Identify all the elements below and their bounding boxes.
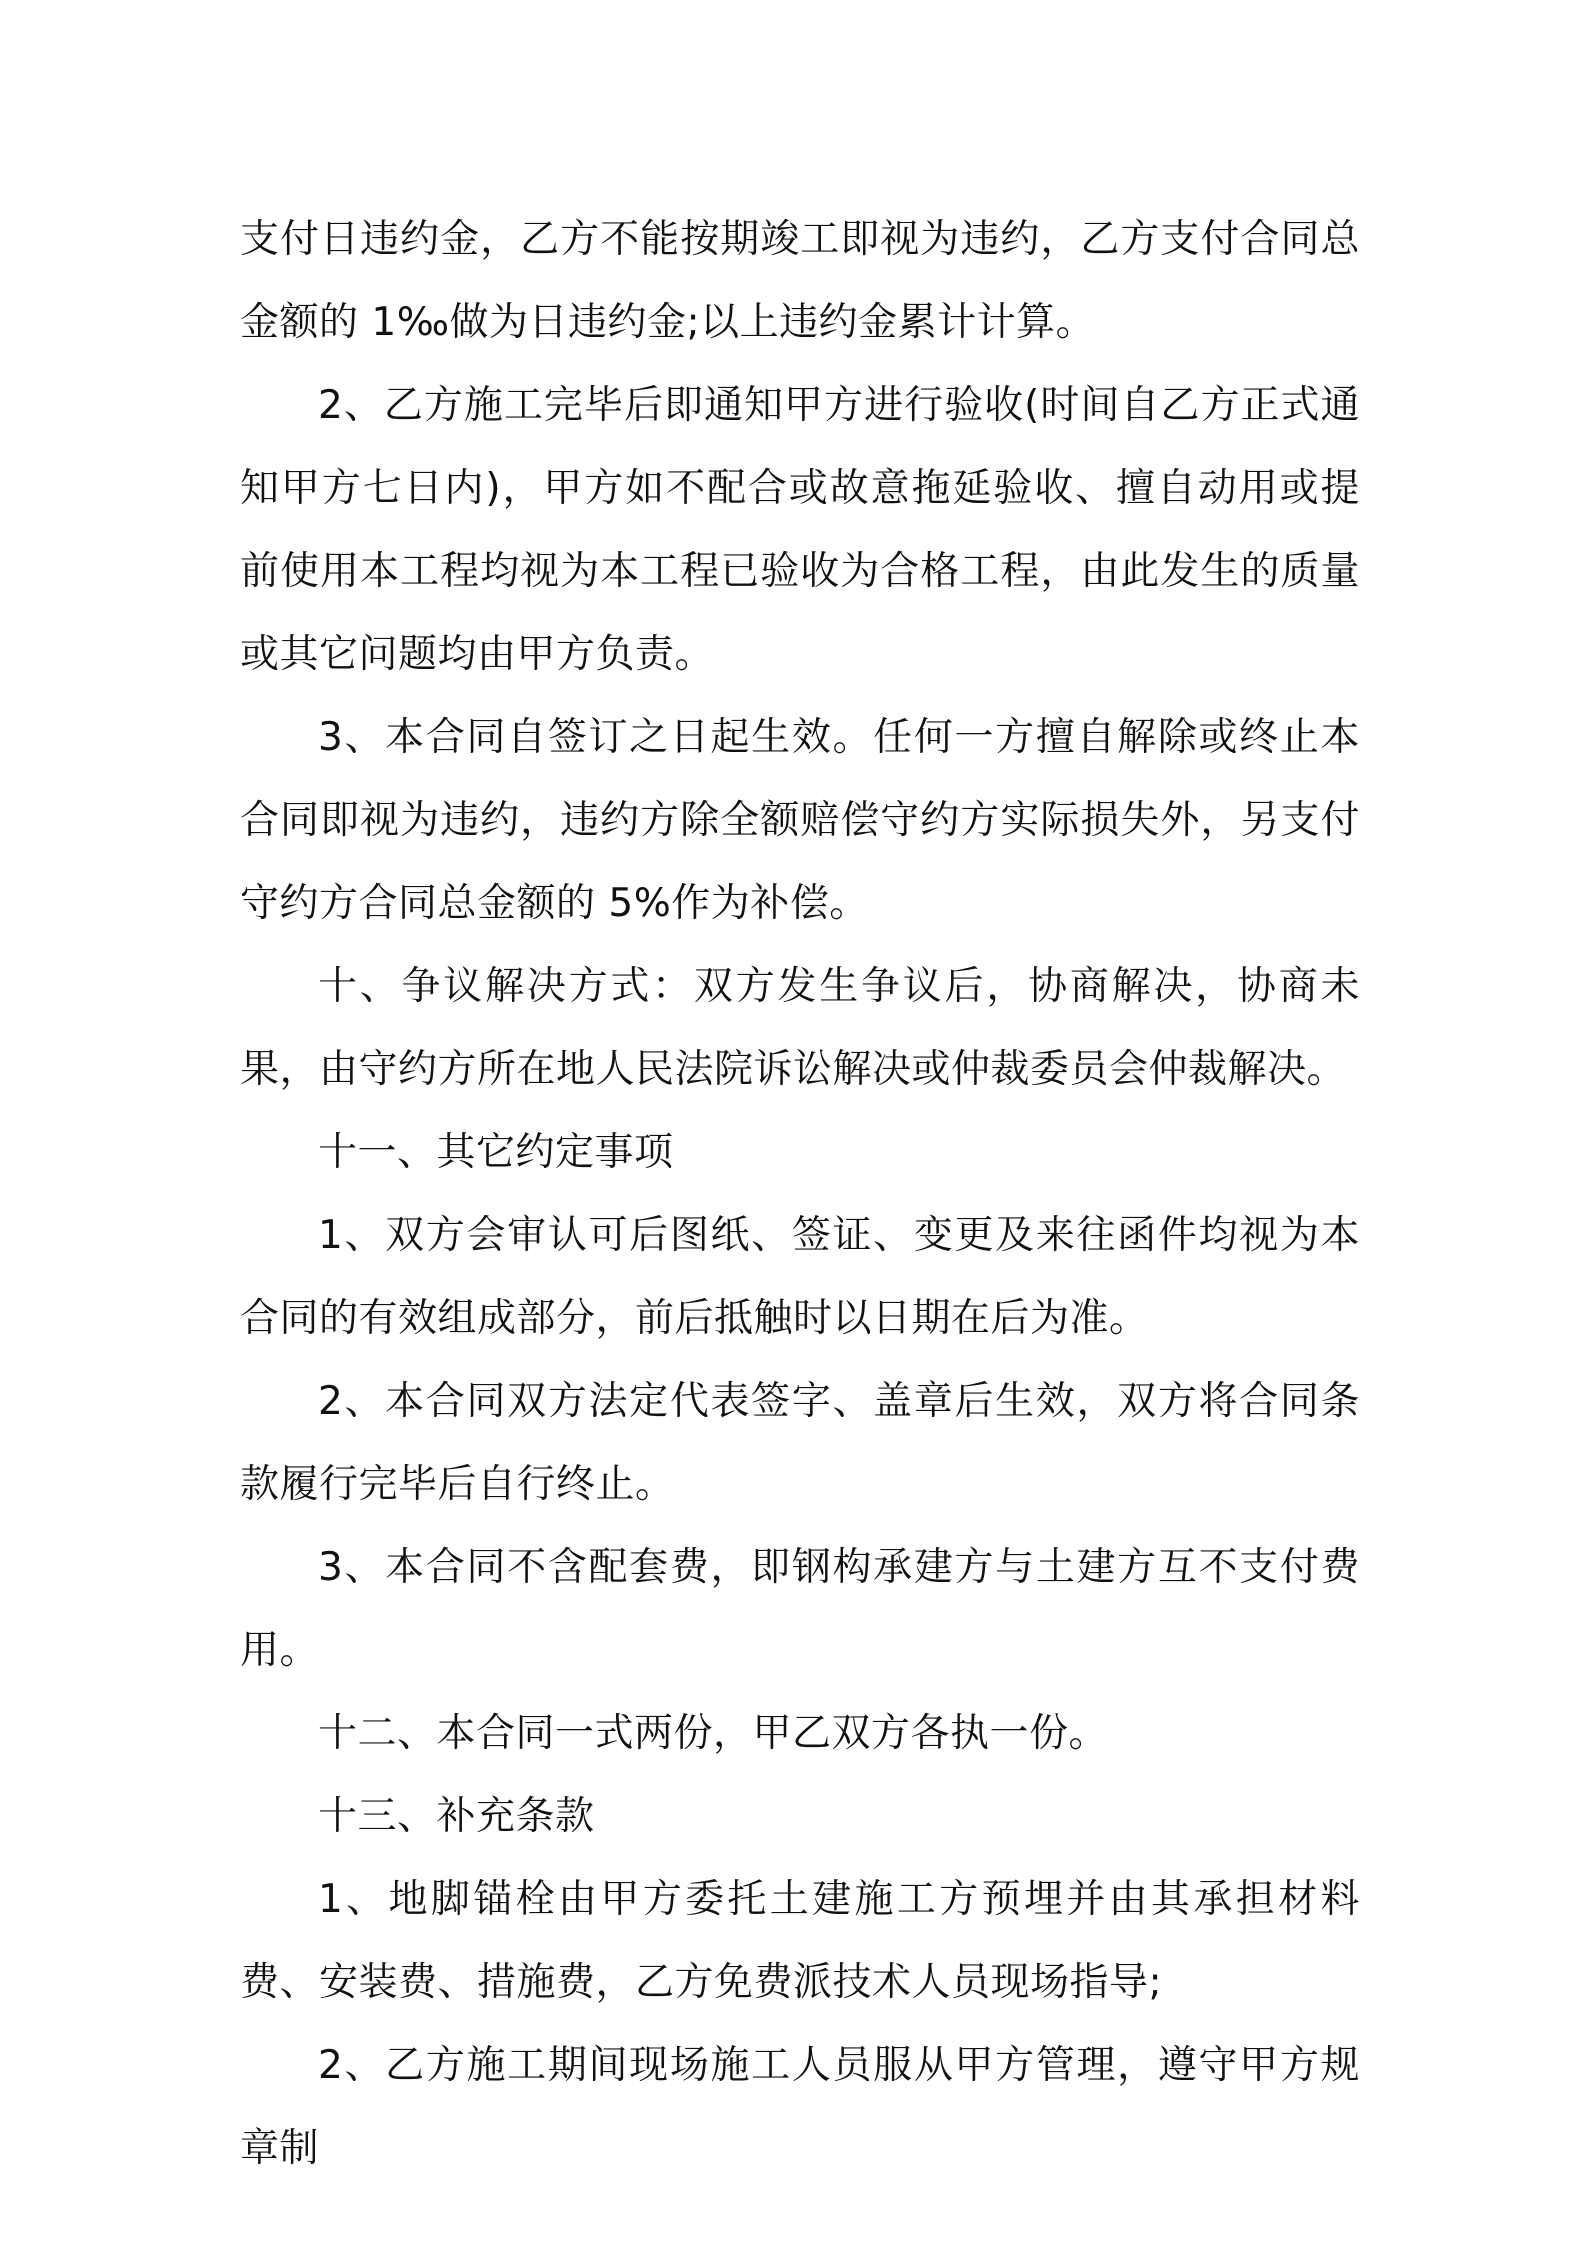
heading-supplementary-terms: 十三、补充条款 xyxy=(318,1794,595,1839)
paragraph-penalty-continued: 支付日违约金，乙方不能按期竣工即视为违约，乙方支付合同总金额的 1‰做为日违约金;以上违约金累计计算。 xyxy=(240,217,1360,345)
document-body xyxy=(240,198,1360,2190)
paragraph-anchor-bolts: 1、地脚锚栓由甲方委托土建施工方预埋并由其承担材料费、安装费、措施费，乙方免费派技术人员现场指导; xyxy=(240,1877,1360,2005)
paragraph-copies: 十二、本合同一式两份，甲乙双方各执一份。 xyxy=(318,1711,1109,1756)
paragraph-signature-effective: 2、本合同双方法定代表签字、盖章后生效，双方将合同条款履行完毕后自行终止。 xyxy=(240,1379,1360,1507)
heading-other-matters: 十一、其它约定事项 xyxy=(318,1130,674,1175)
paragraph-supporting-fees: 3、本合同不含配套费，即钢构承建方与土建方互不支付费用。 xyxy=(240,1545,1360,1673)
paragraph-site-management: 2、乙方施工期间现场施工人员服从甲方管理，遵守甲方规章制 xyxy=(240,2043,1360,2171)
paragraph-dispute-resolution: 十、争议解决方式：双方发生争议后，协商解决，协商未果，由守约方所在地人民法院诉讼解决或仲裁委员会仲裁解决。 xyxy=(240,964,1360,1092)
paragraph-effective-termination: 3、本合同自签订之日起生效。任何一方擅自解除或终止本合同即视为违约，违约方除全额赔偿守约方实际损失外，另支付守约方合同总金额的 5%作为补偿。 xyxy=(240,715,1360,926)
paragraph-drawings-valid: 1、双方会审认可后图纸、签证、变更及来往函件均视为本合同的有效组成部分，前后抵触时以日期在后为准。 xyxy=(240,1213,1360,1341)
paragraph-acceptance: 2、乙方施工完毕后即通知甲方进行验收(时间自乙方正式通知甲方七日内)，甲方如不配合或故意拖延验收、擅自动用或提前使用本工程均视为本工程已验收为合格工程，由此发生的质量或其它问题均由甲方负责。 xyxy=(240,383,1360,677)
